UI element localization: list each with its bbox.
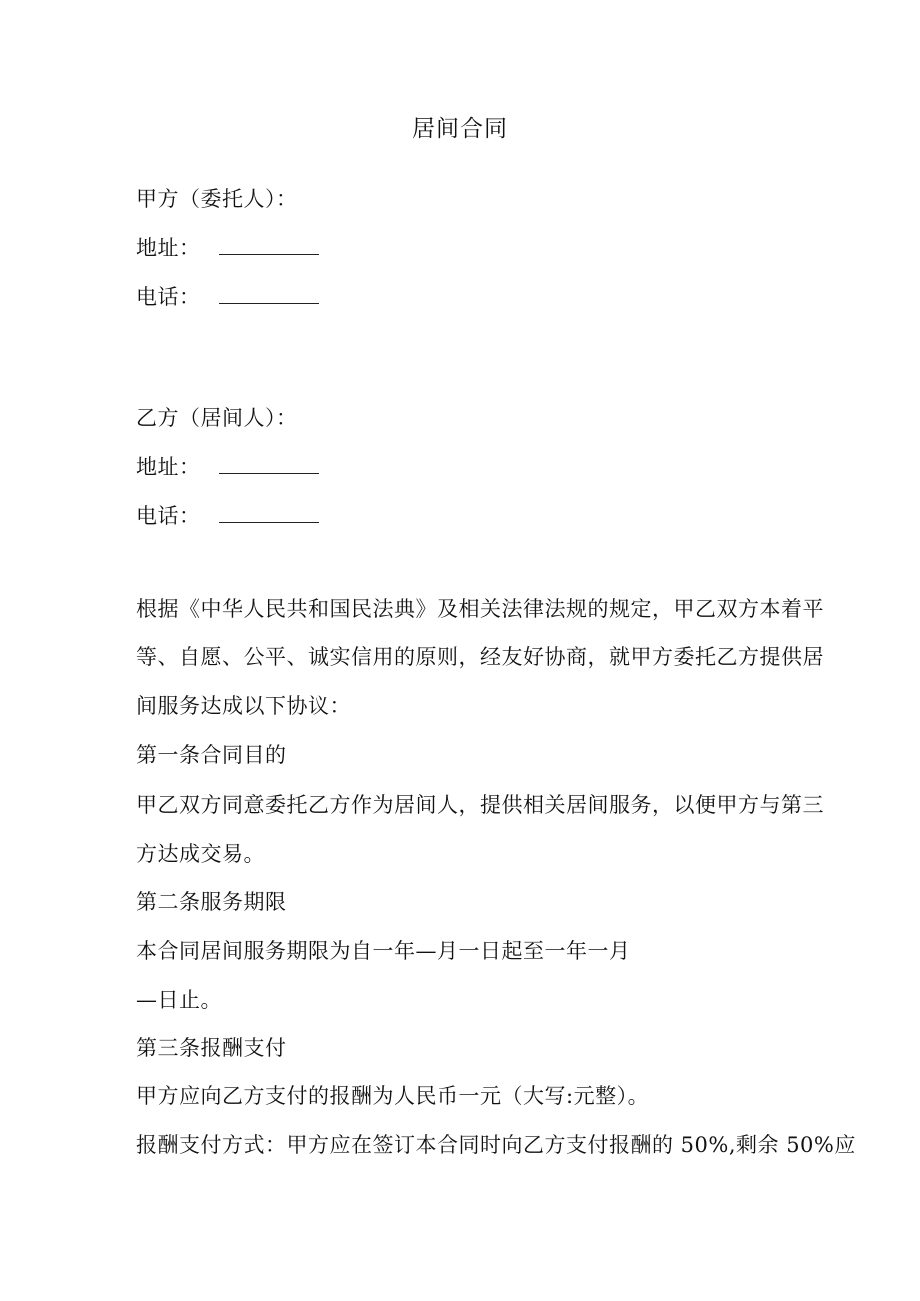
- article2-heading: 第二条服务期限: [136, 890, 287, 914]
- party-a-phone-row: [136, 282, 319, 312]
- party-b-address-label: 地址：: [136, 455, 201, 479]
- article1-heading: 第一条合同目的: [136, 743, 287, 767]
- party-a-heading: 甲方（委托人）：: [136, 187, 298, 211]
- article3-line: 甲方应向乙方支付的报酬为人民币一元（大写:元整）。: [136, 1084, 650, 1108]
- party-b-address-row: [136, 452, 319, 482]
- party-a-address-row: [136, 233, 319, 263]
- document-title: 居间合同: [412, 116, 508, 142]
- preamble-line: 根据《中华人民共和国民法典》及相关法律法规的规定，甲乙双方本着平: [136, 597, 824, 621]
- article2-line: 本合同居间服务期限为自一年—月一日起至一年一月: [136, 939, 631, 963]
- party-a-phone-label: 电话：: [136, 285, 201, 309]
- party-b-phone-label: 电话：: [136, 504, 201, 528]
- party-b-phone-row: [136, 501, 319, 531]
- article3-line: 报酬支付方式：甲方应在签订本合同时向乙方支付报酬的 50%,剩余 50%应: [136, 1133, 856, 1157]
- article2-line: —日止。: [136, 988, 222, 1012]
- article1-line: 方达成交易。: [136, 842, 265, 866]
- article3-heading: 第三条报酬支付: [136, 1036, 287, 1060]
- preamble-line: 等、自愿、公平、诚实信用的原则，经友好协商，就甲方委托乙方提供居: [136, 645, 824, 669]
- preamble-line: 间服务达成以下协议：: [136, 694, 351, 718]
- party-b-heading: 乙方（居间人）：: [136, 406, 298, 430]
- party-a-address-label: 地址：: [136, 236, 201, 260]
- party-b-phone-blank[interactable]: [219, 502, 319, 523]
- party-a-address-blank[interactable]: [219, 234, 319, 255]
- party-b-address-blank[interactable]: [219, 453, 319, 474]
- article1-line: 甲乙双方同意委托乙方作为居间人，提供相关居间服务，以便甲方与第三: [136, 793, 824, 817]
- party-a-phone-blank[interactable]: [219, 283, 319, 304]
